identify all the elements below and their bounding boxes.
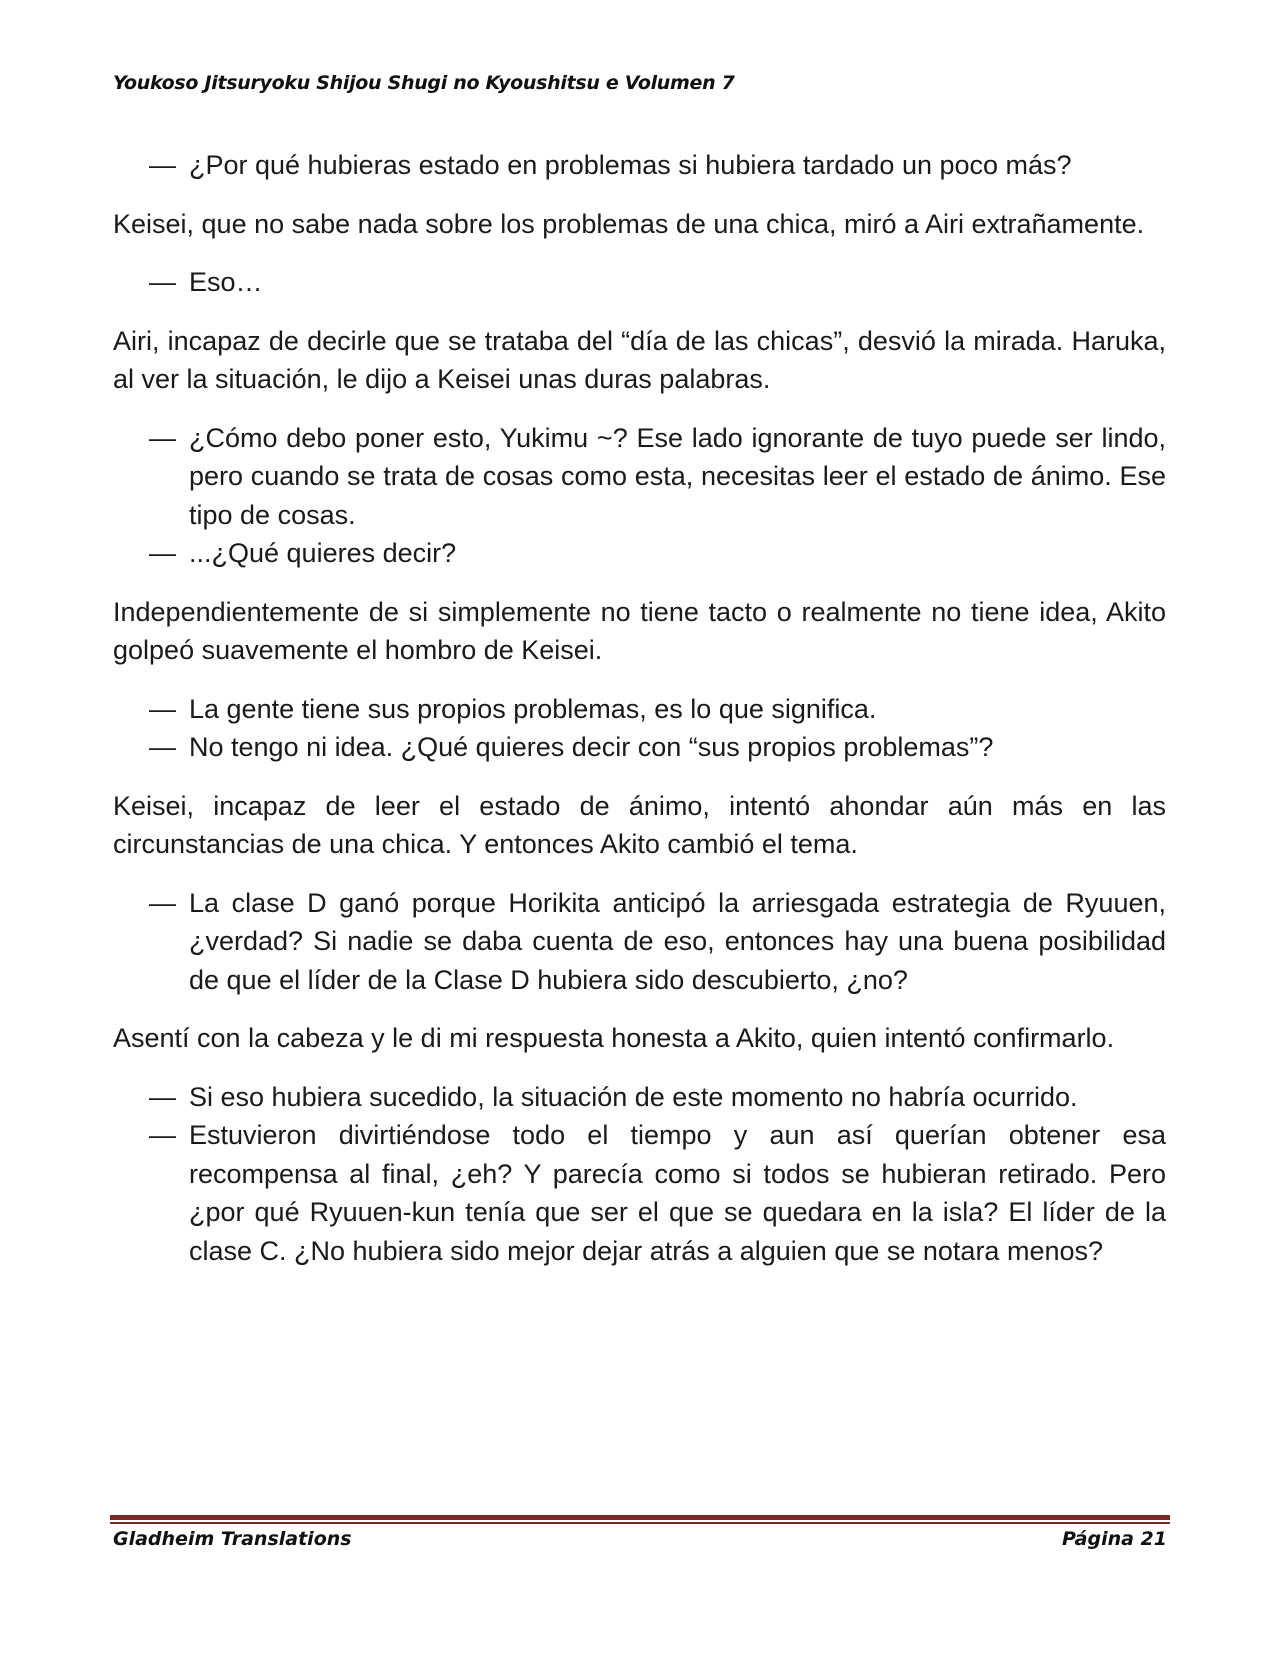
footer-publisher: Gladheim Translations [113, 1528, 352, 1550]
dialogue-group [113, 1078, 1166, 1271]
dialogue-line [149, 146, 1166, 185]
dialogue-line [149, 690, 1166, 729]
dialogue-dash: — [149, 150, 176, 180]
footer-rule-thin [110, 1522, 1170, 1524]
dialogue-group [113, 146, 1166, 185]
dialogue-line [149, 534, 1166, 573]
dialogue-dash: — [149, 732, 176, 762]
dialogue-group [113, 690, 1166, 767]
dialogue-group [113, 884, 1166, 1000]
dialogue-line [149, 1078, 1166, 1117]
page-number: Página 21 [1061, 1528, 1167, 1550]
page-body [113, 146, 1166, 1290]
narration-paragraph: Independientemente de si simplemente no tiene tacto o realmente no tiene idea, Akito golpeó suavemente el hombro de Keisei. [113, 596, 1166, 665]
dialogue-text: Estuvieron divirtiéndose todo el tiempo y aun así querían obtener esa recompensa al final, ¿eh? Y parecía como si todos se hubieran retirado. Pero ¿por qué Ryuuen-kun tenía que ser el que se quedara en la isla? El líder de la clase C. ¿No hubiera sido mejor dejar atrás a alguien que se notara menos? [189, 1120, 1166, 1266]
dialogue-text: La clase D ganó porque Horikita anticipó la arriesgada estrategia de Ryuuen, ¿verdad? Si nadie se daba cuenta de eso, entonces hay una buena posibilidad de que el líder de la Clase D hubiera sido descubierto, ¿no? [189, 887, 1166, 995]
narration-paragraph: Keisei, incapaz de leer el estado de ánimo, intentó ahondar aún más en las circunstancias de una chica. Y entonces Akito cambió el tema. [113, 790, 1166, 859]
dialogue-text: La gente tiene sus propios problemas, es lo que significa. [189, 693, 877, 724]
narration-paragraph: Airi, incapaz de decirle que se trataba del “día de las chicas”, desvió la mirada. Haruka, al ver la situación, le dijo a Keisei unas duras palabras. [113, 325, 1166, 394]
dialogue-line [149, 263, 1166, 302]
dialogue-group [113, 263, 1166, 302]
dialogue-text: ¿Cómo debo poner esto, Yukimu ~? Ese lado ignorante de tuyo puede ser lindo, pero cuando se trata de cosas como esta, necesitas leer el estado de ánimo. Ese tipo de cosas. [189, 422, 1166, 530]
dialogue-dash: — [149, 693, 176, 724]
dialogue-text: Si eso hubiera sucedido, la situación de este momento no habría ocurrido. [189, 1081, 1078, 1112]
narration-paragraph: Asentí con la cabeza y le di mi respuesta honesta a Akito, quien intentó confirmarlo. [113, 1023, 1115, 1053]
dialogue-text: No tengo ni idea. ¿Qué quieres decir con “sus propios problemas”? [189, 732, 994, 762]
footer-rule [110, 1515, 1170, 1520]
narration-paragraph: Keisei, que no sabe nada sobre los problemas de una chica, miró a Airi extrañamente. [113, 208, 1145, 239]
dialogue-text: Eso… [189, 267, 263, 297]
dialogue-line [149, 884, 1166, 1000]
dialogue-line [149, 728, 1166, 767]
dialogue-line [149, 419, 1166, 535]
dialogue-text: ...¿Qué quieres decir? [189, 538, 457, 568]
dialogue-dash: — [149, 538, 176, 568]
dialogue-dash: — [149, 267, 176, 297]
dialogue-text: ¿Por qué hubieras estado en problemas si hubiera tardado un poco más? [189, 150, 1072, 180]
dialogue-group [113, 419, 1166, 573]
dialogue-line [149, 1116, 1166, 1270]
dialogue-dash: — [149, 1081, 176, 1112]
dialogue-dash: — [149, 422, 176, 453]
dialogue-dash: — [149, 887, 176, 918]
running-header: Youkoso Jitsuryoku Shijou Shugi no Kyoushitsu e Volumen 7 [113, 72, 735, 94]
dialogue-dash: — [149, 1120, 176, 1150]
